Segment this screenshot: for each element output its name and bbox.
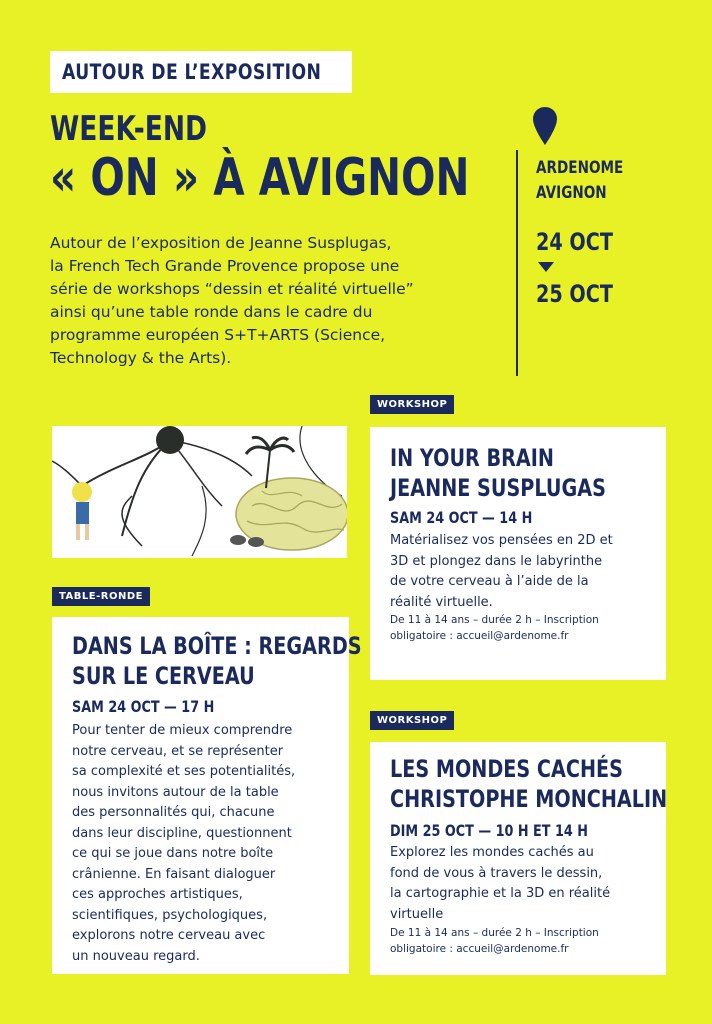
intro-line: ainsi qu’une table ronde dans le cadre du [50, 303, 373, 321]
desc-line: fond de vous à travers le dessin, [390, 865, 603, 881]
desc-line: 3D et plongez dans le labyrinthe [390, 553, 603, 569]
desc-line: notre cerveau, et se représenter [72, 743, 284, 759]
desc-line: un nouveau regard. [72, 948, 200, 964]
location-line1: ARDENOME [536, 158, 624, 178]
desc-line: virtuelle [390, 906, 444, 922]
workshop1-info [390, 612, 662, 644]
desc-line: réalité virtuelle. [390, 594, 493, 610]
workshop2-title [390, 754, 667, 814]
roundtable-title-line2: SUR LE CERVEAU [72, 662, 255, 690]
brain-illustration-art [52, 426, 347, 558]
workshop-tag: WORKSHOP [370, 711, 454, 730]
roundtable-card [52, 617, 362, 974]
desc-line: ce qui se joue dans notre boîte [72, 846, 274, 861]
intro-text [50, 232, 510, 370]
info-line: De 11 à 14 ans – durée 2 h – Inscription [390, 927, 599, 939]
location [536, 156, 623, 206]
brain-illustration [52, 426, 347, 558]
intro-line: Technology & the Arts). [50, 349, 232, 367]
workshop-tag: WORKSHOP [370, 395, 454, 414]
info-line: obligatoire : accueil@ardenome.fr [390, 943, 569, 955]
intro-line: la French Tech Grande Provence propose une [50, 257, 400, 275]
intro-line: Autour de l’exposition de Jeanne Susplugas, [50, 234, 392, 252]
location-line2: AVIGNON [536, 183, 607, 203]
desc-line: dans leur discipline, questionnent [72, 825, 292, 841]
date-start: 24 OCT [536, 228, 613, 256]
workshop1-description [390, 531, 660, 613]
desc-line: explorons notre cerveau avec [72, 928, 266, 943]
desc-line: nous invitons autour de la table [72, 784, 279, 800]
roundtable-title [72, 631, 362, 691]
desc-line: ces approches artistiques, [72, 887, 243, 902]
desc-line: de votre cerveau à l’aide de la [390, 574, 589, 589]
intro-line: série de workshops “dessin et réalité virtuelle” [50, 280, 414, 298]
workshop1-title-line1: IN YOUR BRAIN [390, 444, 554, 472]
info-line: De 11 à 14 ans – durée 2 h – Inscription [390, 614, 599, 626]
roundtable-datetime: SAM 24 OCT — 17 H [72, 697, 215, 716]
date-end: 25 OCT [536, 280, 613, 308]
map-pin-icon [532, 106, 558, 146]
roundtable-title-line1: DANS LA BOÎTE : REGARDS [72, 632, 362, 660]
info-line: obligatoire : accueil@ardenome.fr [390, 630, 569, 642]
workshop2-title-line1: LES MONDES CACHÉS [390, 755, 623, 783]
desc-line: Pour tenter de mieux comprendre [72, 723, 293, 738]
workshop2-datetime: DIM 25 OCT — 10 H ET 14 H [390, 821, 588, 840]
workshop1-title-line2: JEANNE SUSPLUGAS [390, 474, 606, 502]
desc-line: scientifiques, psychologiques, [72, 907, 268, 923]
desc-line: Explorez les mondes cachés au [390, 845, 594, 860]
desc-line: crânienne. En faisant dialoguer [72, 866, 276, 882]
workshop1-datetime: SAM 24 OCT — 14 H [390, 508, 533, 527]
intro-line: programme européen S+T+ARTS (Science, [50, 326, 386, 344]
workshop2-description [390, 843, 662, 925]
triangle-down-icon [538, 262, 554, 272]
page-title-line1: WEEK-END [50, 109, 208, 149]
desc-line: la cartographie et la 3D en réalité [390, 886, 611, 901]
divider-line [516, 150, 518, 376]
workshop1-card [370, 427, 666, 680]
desc-line: Matérialisez vos pensées en 2D et [390, 533, 613, 548]
desc-line: des personnalités qui, chacune [72, 805, 275, 820]
page-title-line2: « ON » À AVIGNON [50, 148, 470, 208]
table-ronde-tag: TABLE-RONDE [52, 587, 150, 606]
workshop2-info [390, 925, 662, 957]
workshop2-card [370, 742, 666, 975]
workshop1-title [390, 443, 606, 503]
roundtable-description [72, 721, 344, 967]
workshop2-title-line2: CHRISTOPHE MONCHALIN [390, 785, 668, 813]
header-label: AUTOUR DE L’EXPOSITION [62, 60, 322, 84]
desc-line: sa complexité et ses potentialités, [72, 764, 296, 779]
